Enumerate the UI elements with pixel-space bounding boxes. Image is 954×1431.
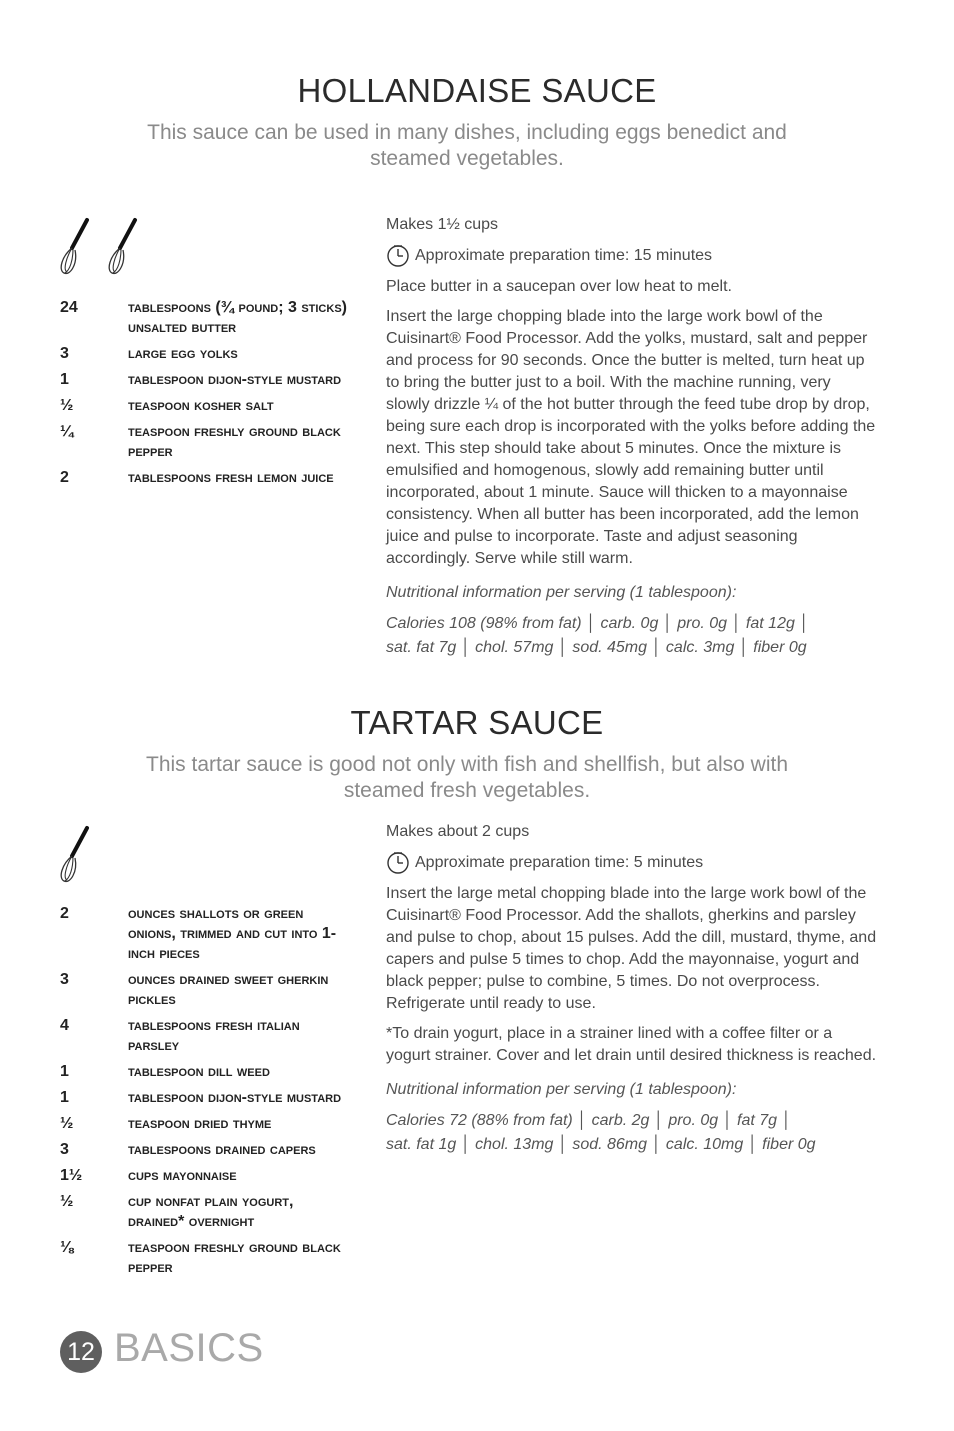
hollandaise-title: HOLLANDAISE SAUCE <box>297 72 657 109</box>
makes-text: Makes 1½ cups <box>386 216 499 233</box>
instruction-step: Insert the large metal chopping blade into the large work bowl of the Cuisinart® Food Processor. Add the shallots, gherkins and parsley and pulse to chop, about 15 pulses. Add the dill, mustard, thyme, and capers and pulse 5 times to chop. Add the mayonnaise, yogurt and black pepper; pulse to combine, 5 times. Do not overprocess. Refrigerate until ready to use. <box>386 885 877 1012</box>
tartar-title: TARTAR SAUCE <box>350 704 604 741</box>
ingredient-item <box>60 468 360 488</box>
ingredient-qty: ½ <box>60 1193 74 1210</box>
ingredient-item <box>60 1192 360 1232</box>
tartar-instructions <box>386 821 878 1157</box>
ingredient-item <box>60 370 360 390</box>
instruction-step: *To drain yogurt, place in a strainer lined with a coffee filter or a yogurt strainer. Cover and let drain until desired thickness is reached. <box>386 1025 877 1064</box>
ingredient-item <box>60 1114 360 1134</box>
ingredient-qty: 3 <box>60 971 69 988</box>
ingredient-qty: 1 <box>60 1089 69 1106</box>
prep-time-text: Approximate preparation time: 15 minutes <box>415 247 713 264</box>
hollandaise-instructions <box>386 214 878 660</box>
ingredient-qty: 1 <box>60 1063 69 1080</box>
ingredient-item <box>60 1062 360 1082</box>
hollandaise-subtitle: This sauce can be used in many dishes, including eggs benedict and steamed vegetables. <box>147 121 787 170</box>
ingredient-text: tablespoon dijon-style mustard <box>128 371 342 388</box>
instruction-step: Place butter in a saucepan over low heat to melt. <box>386 278 732 295</box>
nutrition-heading: Nutritional information per serving (1 tablespoon): <box>386 1081 737 1098</box>
ingredient-text: ounces drained sweet gherkin pickles <box>128 971 329 1008</box>
ingredient-item <box>60 1238 360 1278</box>
ingredient-item <box>60 1166 360 1186</box>
ingredient-item <box>60 396 360 416</box>
clock-icon <box>386 851 410 875</box>
clock-icon <box>386 244 410 268</box>
tartar-ingredients <box>60 904 360 1284</box>
ingredient-text: teaspoon kosher salt <box>128 397 274 414</box>
ingredient-text: teaspoon dried thyme <box>128 1115 272 1132</box>
ingredient-item <box>60 904 360 964</box>
ingredient-qty: 3 <box>60 1141 69 1158</box>
ingredient-qty: ½ <box>60 1115 74 1132</box>
hollandaise-ingredients <box>60 298 360 494</box>
nutrition-line: Calories 72 (88% from fat) │ carb. 2g │ pro. 0g │ fat 7g │ <box>386 1112 792 1129</box>
nutrition-heading: Nutritional information per serving (1 tablespoon): <box>386 584 737 601</box>
ingredient-qty: 1½ <box>60 1167 83 1184</box>
ingredient-item <box>60 422 360 462</box>
prep-time-text: Approximate preparation time: 5 minutes <box>415 854 704 871</box>
ingredient-qty: ¼ <box>60 423 74 440</box>
ingredient-item <box>60 970 360 1010</box>
ingredient-text: teaspoon freshly ground black pepper <box>128 1239 341 1276</box>
ingredient-qty: 2 <box>60 905 69 922</box>
ingredient-qty: 2 <box>60 469 69 486</box>
ingredient-text: cups mayonnaise <box>128 1167 237 1184</box>
ingredient-text: tablespoons drained capers <box>128 1141 316 1158</box>
makes-text: Makes about 2 cups <box>386 823 530 840</box>
ingredient-qty: ⅛ <box>60 1239 74 1256</box>
ingredient-qty: 4 <box>60 1017 69 1034</box>
nutrition-line: sat. fat 7g │ chol. 57mg │ sod. 45mg │ calc. 3mg │ fiber 0g <box>386 639 807 656</box>
ingredient-text: tablespoons fresh italian parsley <box>128 1017 300 1054</box>
ingredient-text: tablespoon dijon-style mustard <box>128 1089 342 1106</box>
prep-time <box>386 851 878 875</box>
tartar-subtitle: This tartar sauce is good not only with fish and shellfish, but also with steamed fresh vegetables. <box>146 753 788 802</box>
ingredient-item <box>60 1140 360 1160</box>
nutrition-line: Calories 108 (98% from fat) │ carb. 0g │ pro. 0g │ fat 12g │ <box>386 615 810 632</box>
ingredient-item <box>60 1016 360 1056</box>
whisk-icon <box>60 216 160 278</box>
ingredient-qty: 24 <box>60 299 78 316</box>
page-number: 12 <box>60 1331 102 1373</box>
nutrition-info <box>386 1109 878 1157</box>
ingredient-text: tablespoons fresh lemon juice <box>128 469 334 486</box>
nutrition-line: sat. fat 1g │ chol. 13mg │ sod. 86mg │ calc. 10mg │ fiber 0g <box>386 1136 816 1153</box>
ingredient-item <box>60 1088 360 1108</box>
ingredient-text: tablespoons (¾ pound; 3 sticks) unsalted butter <box>128 299 347 336</box>
ingredient-item <box>60 344 360 364</box>
ingredient-text: ounces shallots or green onions, trimmed and cut into 1-inch pieces <box>128 905 337 962</box>
ingredient-item <box>60 298 360 338</box>
nutrition-info <box>386 612 878 660</box>
ingredient-qty: 1 <box>60 371 69 388</box>
ingredient-text: teaspoon freshly ground black pepper <box>128 423 341 460</box>
section-title: BASICS <box>114 1326 264 1370</box>
ingredient-text: tablespoon dill weed <box>128 1063 270 1080</box>
instruction-step: Insert the large chopping blade into the large work bowl of the Cuisinart® Food Processor. Add the yolks, mustard, salt and pepper and process for 90 seconds. Once the butter is melted, turn heat up to bring the butter just to a boil. With the machine running, very slowly drizzle ¼ of the hot butter through the feed tube drop by drop, being sure each drop is incorporated with the yolks before adding the next. This step should take about 5 minutes. Once the mixture is emulsified and homogenous, slowly add remaining butter until incorporated, about 1 minute. Sauce will thicken to a mayonnaise consistency. When all butter has been incorporated, add the lemon juice and pulse to incorporate. Taste and adjust seasoning accordingly. Serve while still warm. <box>386 308 876 567</box>
prep-time <box>386 244 878 268</box>
whisk-icon <box>60 824 112 886</box>
ingredient-text: large egg yolks <box>128 345 238 362</box>
ingredient-qty: 3 <box>60 345 69 362</box>
ingredient-qty: ½ <box>60 397 74 414</box>
ingredient-text: cup nonfat plain yogurt, drained* overnight <box>128 1193 294 1230</box>
